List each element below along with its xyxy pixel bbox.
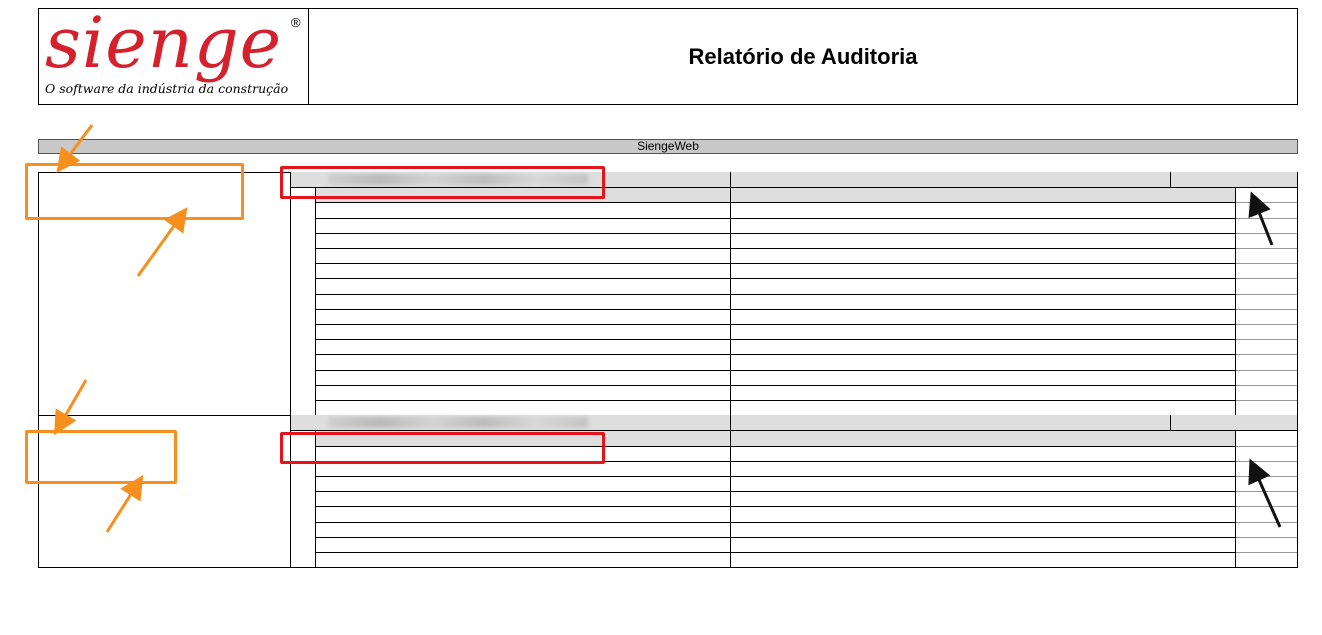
logo-registered-mark: ® xyxy=(291,15,301,30)
logo-tagline: O software da indústria da construção xyxy=(45,81,289,96)
section-bar: SiengeWeb xyxy=(38,139,1298,154)
report-title: Relatório de Auditoria xyxy=(688,43,918,69)
arrow-icon xyxy=(1253,197,1272,245)
arrow-icon xyxy=(57,380,86,430)
arrow-icon xyxy=(1252,464,1280,527)
logo-wordmark: sienge xyxy=(45,2,283,84)
arrow-icon xyxy=(107,480,140,532)
arrow-icon xyxy=(60,125,92,168)
arrow-icon xyxy=(138,212,184,276)
